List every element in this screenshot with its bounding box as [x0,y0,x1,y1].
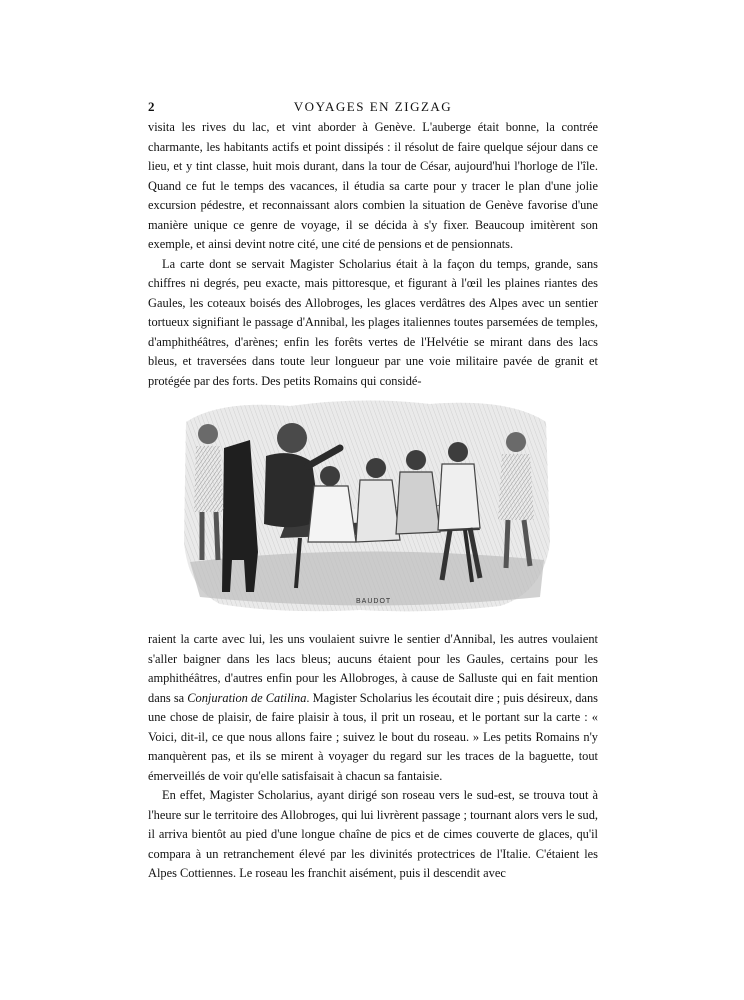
pupil-body [438,464,480,530]
text-block-top [148,118,598,391]
text-run: . Magister Scholarius les écoutait dire ; puis désireux, dans une chose de plaisir, de faire plaisir à tous, il prit un roseau, et le portant sur la carte : « Voici, dit-il, ce que nous allons faire ; suivez le bout du roseau. » Les petits Romains n'y manquèrent pas, et ils se mirent à voyager du regard sur les traces de la baguette, tout émerveillés de voir qu'elle satisfaisait à chacun sa fantaisie. [148,690,598,783]
paragraph [148,630,598,786]
boy-body [194,446,224,512]
pupil-body [308,486,356,542]
boy-leg [216,512,218,560]
paragraph: La carte dont se servait Magister Scholarius était à la façon du temps, grande, sans chiffres ni degrés, peu exacte, mais pittoresque, et figurant à l'œil les plaines riantes des Gaules, les coteaux boisés des Allobroges, les glaces verdâtres des Alpes avec un sentier tortueux signifiant le passage d'Annibal, les plages italiennes toutes parsemées de temples, d'amphithéâtres, d'arènes; enfin les forêts vertes de l'Helvétie se mirant dans des lacs bleus, et traversées dans toute leur longueur par une voie militaire pavée de granit et protégée par des forts. Des petits Romains qui considé- [148,256,598,388]
boy-head [198,424,218,444]
engraver-signature: BAUDOT [356,598,392,605]
paragraph: En effet, Magister Scholarius, ayant dirigé son roseau vers le sud-est, se trouva tout à l'heure sur le territoire des Allobroges, qui lui livrèrent passage ; tournant alors vers le sud, il arriva bientôt au pied d'une longue chaîne de pics et de cimes couverte de glaces, qu'il compara à un retranchement élevé par les divinités protectrices de l'Italie. C'étaient les Alpes Cottiennes. Le roseau les franchit aisément, puis il descendit avec [148,788,598,880]
engraving-illustration [180,392,552,614]
pupil-head [366,458,386,478]
boy-head [506,432,526,452]
boy-leg [506,520,508,568]
book-title-italic: Conjuration de Catilina [187,690,307,705]
master-head [277,423,307,453]
page-header [148,99,598,117]
running-title: VOYAGES EN ZIGZAG [293,99,453,114]
pupil-head [406,450,426,470]
text-run: raient la carte avec lui, les uns voulaient suivre le sentier d'Annibal, les autres voulaient s'aller baigner dans les lacs bleus; aucuns étaient pour les Gaules, certains pour les amphithéâtres, d'autres enfin pour les Allobroges, à cause de Salluste qui en fait mention dans sa [148,632,598,705]
pupil-head [448,442,468,462]
text-block-bottom [148,630,598,884]
boy-body [498,454,534,520]
pupil-body [356,480,400,542]
engraving-schoolmaster-with-pupils [180,392,552,614]
pupil-body [396,472,440,534]
paragraph: visita les rives du lac, et vint aborder à Genève. L'auberge était bonne, la contrée charmante, les habitants actifs et point dissipés : il résolut de faire quelque séjour dans ce lieu, et y tint classe, huit mois durant, dans la tour de César, aujourd'hui l'horloge de l'île. Quand ce fut le temps des vacances, il étudia sa carte pour y tracer le plan d'une jolie excursion pédestre, et reconnaissant alors combien la situation de Genève favorise d'une manière unique ce genre de voyage, il se décida à s'y fixer. Beaucoup imitèrent son exemple, et ainsi devint notre cité, une cité de pensions et de pensionnats. [148,120,598,251]
pupil-head [320,466,340,486]
page-number: 2 [148,99,156,114]
